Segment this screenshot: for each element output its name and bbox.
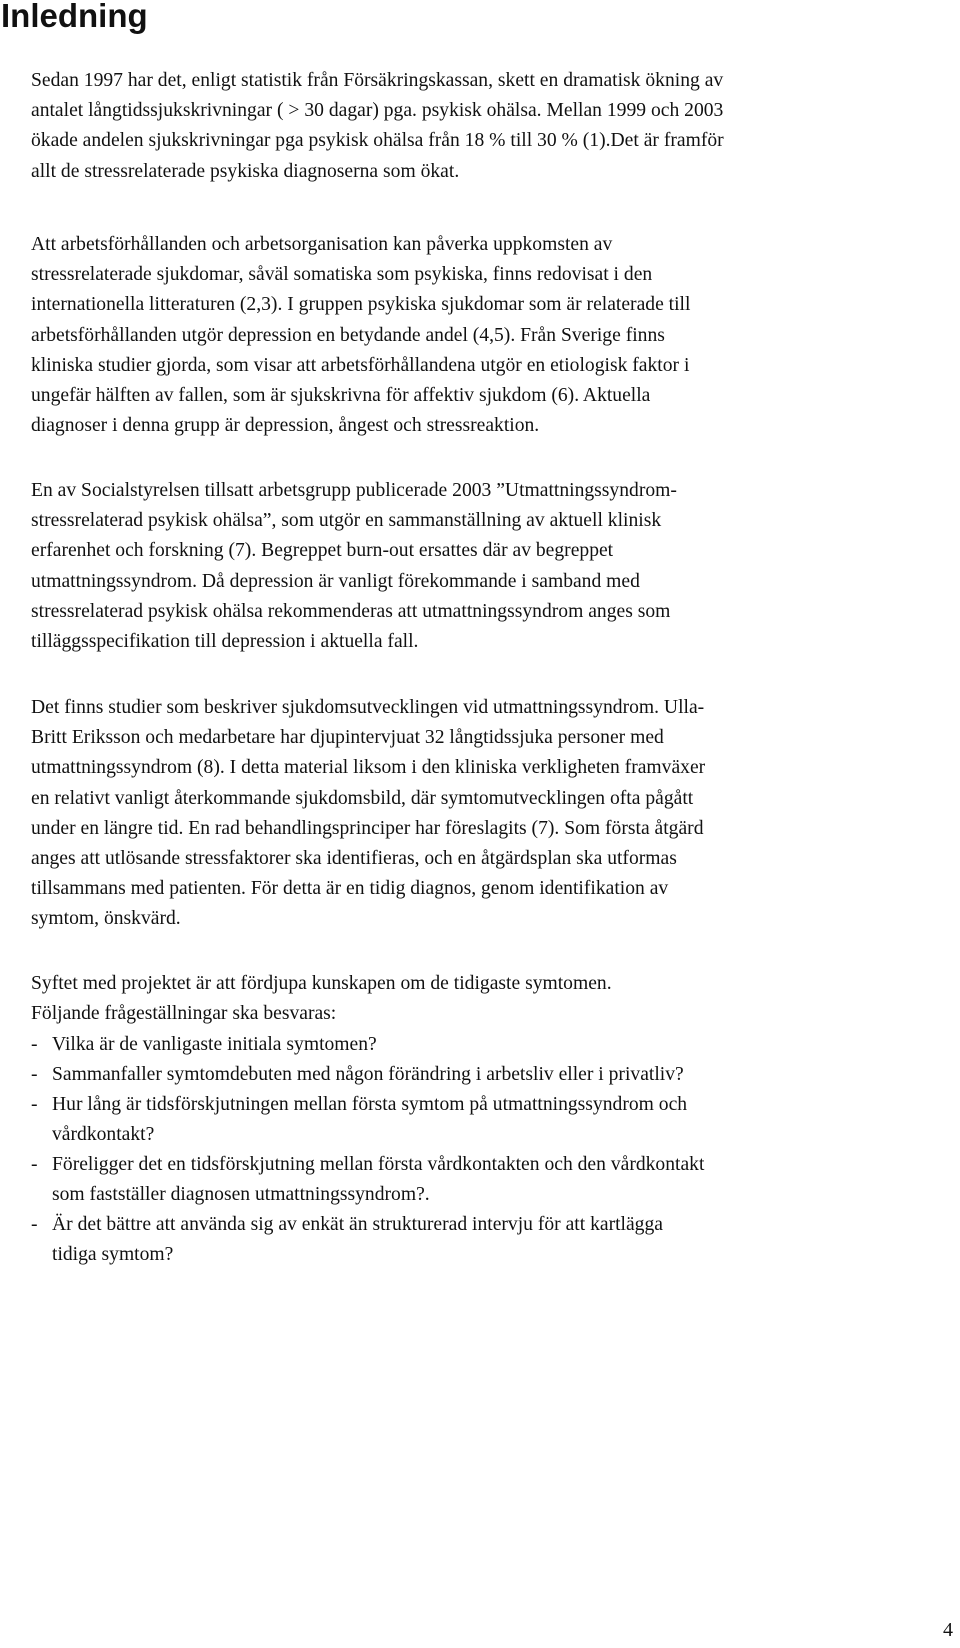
list-dash: -	[31, 1154, 38, 1175]
text-line: diagnoser i denna grupp är depression, ångest och stressreaktion.	[31, 415, 540, 437]
text-line: Det finns studier som beskriver sjukdomsutvecklingen vid utmattningssyndrom. Ulla-	[31, 697, 705, 718]
text-line: ökade andelen sjukskrivningar pga psykisk ohälsa från 18 % till 30 % (1).Det är framför	[31, 130, 724, 152]
list-dash: -	[31, 1094, 38, 1115]
text-line: ungefär hälften av fallen, som är sjukskrivna för affektiv sjukdom (6). Aktuella	[31, 385, 651, 407]
question-text: Föreligger det en tidsförskjutning mellan första vårdkontakten och den vårdkontakt	[52, 1154, 705, 1175]
text-line: Följande frågeställningar ska besvaras:	[31, 1003, 337, 1025]
intro-paragraph	[31, 66, 951, 187]
text-line: en relativt vanligt återkommande sjukdomsbild, där symtomutvecklingen ofta pågått	[31, 787, 694, 809]
text-line: stressrelaterade sjukdomar, såväl somatiska som psykiska, finns redovisat i den	[31, 264, 653, 286]
studies-paragraph	[31, 693, 951, 935]
question-text: Sammanfaller symtomdebuten med någon förändring i arbetsliv eller i privatliv?	[52, 1064, 684, 1085]
question-text: Hur lång är tidsförskjutningen mellan första symtom på utmattningssyndrom och	[52, 1094, 688, 1115]
question-text: Vilka är de vanligaste initiala symtomen?	[52, 1034, 377, 1055]
page-heading: Inledning	[1, 0, 148, 34]
socialstyrelsen-paragraph	[31, 476, 951, 657]
question-text: vårdkontakt?	[52, 1124, 155, 1146]
text-line: utmattningssyndrom (8). I detta material liksom i den kliniska verkligheten framväxer	[31, 757, 706, 779]
text-line: symtom, önskvärd.	[31, 908, 181, 930]
question-text: som fastställer diagnosen utmattningssyndrom?.	[52, 1184, 430, 1206]
text-line: kliniska studier gjorda, som visar att arbetsförhållandena utgör en etiologisk faktor i	[31, 354, 690, 376]
text-line: antalet långtidssjukskrivningar ( > 30 dagar) pga. psykisk ohälsa. Mellan 1999 och 2003	[31, 100, 724, 122]
text-line: internationella litteraturen (2,3). I gruppen psykiska sjukdomar som är relaterade till	[31, 294, 691, 316]
text-line: Syftet med projektet är att fördjupa kunskapen om de tidigaste symtomen.	[31, 973, 612, 994]
text-line: allt de stressrelaterade psykiska diagnoserna som ökat.	[31, 160, 460, 182]
text-line: utmattningssyndrom. Då depression är vanligt förekommande i samband med	[31, 570, 640, 592]
text-line: Sedan 1997 har det, enligt statistik från Försäkringskassan, skett en dramatisk ökning av	[31, 70, 724, 91]
text-line: anges att utlösande stressfaktorer ska identifieras, och en åtgärdsplan ska utformas	[31, 848, 677, 870]
page-number: 4	[943, 1619, 953, 1641]
work-conditions-paragraph	[31, 230, 951, 441]
list-dash: -	[31, 1214, 38, 1235]
text-line: under en längre tid. En rad behandlingsprinciper har föreslagits (7). Som första åtgärd	[31, 817, 704, 839]
question-text: tidiga symtom?	[52, 1244, 174, 1266]
text-line: Britt Eriksson och medarbetare har djupintervjuat 32 långtidssjuka personer med	[31, 727, 664, 749]
purpose-paragraph	[31, 969, 951, 1029]
text-line: arbetsförhållanden utgör depression en betydande andel (4,5). Från Sverige finns	[31, 324, 665, 346]
text-line: stressrelaterad psykisk ohälsa”, som utgör en sammanställning av aktuell klinisk	[31, 510, 662, 532]
text-line: tilläggsspecifikation till depression i aktuella fall.	[31, 631, 419, 653]
text-line: tillsammans med patienten. För detta är en tidig diagnos, genom identifikation av	[31, 878, 669, 900]
text-line: Att arbetsförhållanden och arbetsorganisation kan påverka uppkomsten av	[31, 234, 613, 255]
text-line: En av Socialstyrelsen tillsatt arbetsgrupp publicerade 2003 ”Utmattningssyndrom-	[31, 480, 677, 501]
text-line: erfarenhet och forskning (7). Begreppet burn-out ersattes där av begreppet	[31, 540, 614, 562]
question-text: Är det bättre att använda sig av enkät än strukturerad intervju för att kartlägga	[52, 1214, 663, 1235]
list-dash: -	[31, 1064, 38, 1085]
text-line: stressrelaterad psykisk ohälsa rekommenderas att utmattningssyndrom anges som	[31, 600, 671, 622]
list-dash: -	[31, 1034, 38, 1055]
